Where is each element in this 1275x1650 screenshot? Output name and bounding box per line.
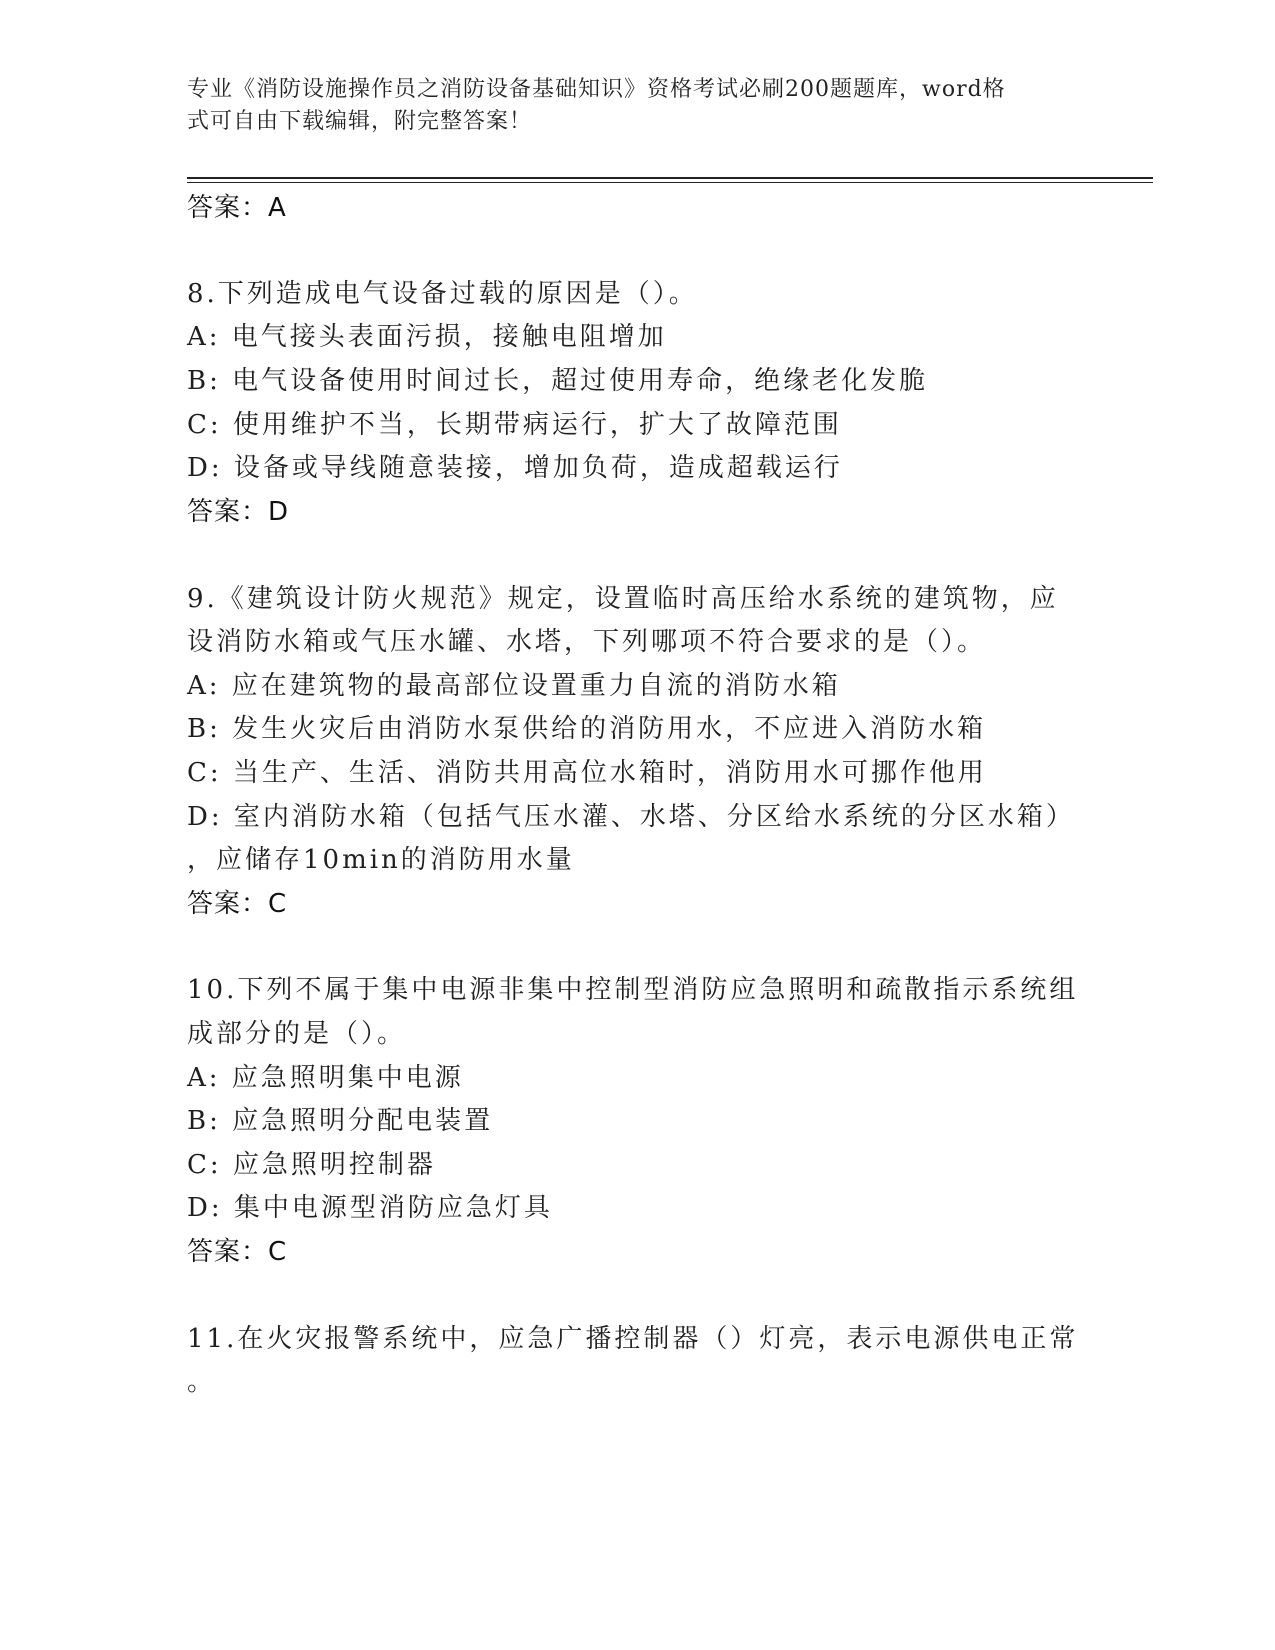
- q8-option-b: B: 电气设备使用时间过长，超过使用寿命，绝缘老化发脆: [187, 366, 929, 396]
- q10-option-d: D: 集中电源型消防应急灯具: [187, 1193, 553, 1223]
- document-header: [187, 74, 1067, 138]
- q10-stem-line-1: 10.下列不属于集中电源非集中控制型消防应急照明和疏散指示系统组: [187, 975, 1079, 1005]
- q9-option-c: C: 当生产、生活、消防共用高位水箱时，消防用水可挪作他用: [187, 758, 987, 788]
- q11-stem-line-1: 11.在火灾报警系统中，应急广播控制器（）灯亮，表示电源供电正常: [187, 1324, 1079, 1354]
- q9-answer: 答案：C: [187, 889, 288, 919]
- q9-option-d-line-1: D: 室内消防水箱（包括气压水灌、水塔、分区给水系统的分区水箱）: [187, 802, 1075, 832]
- q8-answer: 答案：D: [187, 497, 290, 527]
- q9-option-d-line-2: ，应储存10min的消防用水量: [187, 845, 575, 875]
- q10-option-b: B: 应急照明分配电装置: [187, 1106, 494, 1136]
- q10-answer: 答案：C: [187, 1237, 288, 1267]
- q8-option-c: C: 使用维护不当，长期带病运行，扩大了故障范围: [187, 410, 842, 440]
- header-rule-thin: [187, 182, 1153, 183]
- q10-stem-line-2: 成部分的是（）。: [187, 1019, 407, 1049]
- header-rule-thick: [187, 177, 1153, 179]
- q9-option-a: A: 应在建筑物的最高部位设置重力自流的消防水箱: [187, 671, 841, 701]
- q8-option-d: D: 设备或导线随意装接，增加负荷，造成超载运行: [187, 453, 843, 483]
- answer-top: 答案：A: [187, 193, 287, 223]
- header-line-2: 式可自由下载编辑，附完整答案！: [187, 109, 533, 134]
- q9-stem-line-2: 设消防水箱或气压水罐、水塔，下列哪项不符合要求的是（）。: [187, 627, 987, 657]
- q10-option-a: A: 应急照明集中电源: [187, 1063, 464, 1093]
- q11-stem-line-2: 。: [187, 1367, 217, 1397]
- q9-stem-line-1: 9.《建筑设计防火规范》规定，设置临时高压给水系统的建筑物，应: [187, 584, 1059, 614]
- q8-option-a: A: 电气接头表面污损，接触电阻增加: [187, 322, 667, 352]
- q9-option-b: B: 发生火灾后由消防水泵供给的消防用水，不应进入消防水箱: [187, 714, 987, 744]
- q8-stem: 8.下列造成电气设备过载的原因是（）。: [187, 279, 698, 309]
- q10-option-c: C: 应急照明控制器: [187, 1150, 436, 1180]
- header-line-1: 专业《消防设施操作员之消防设备基础知识》资格考试必刷200题题库，word格: [187, 77, 1006, 102]
